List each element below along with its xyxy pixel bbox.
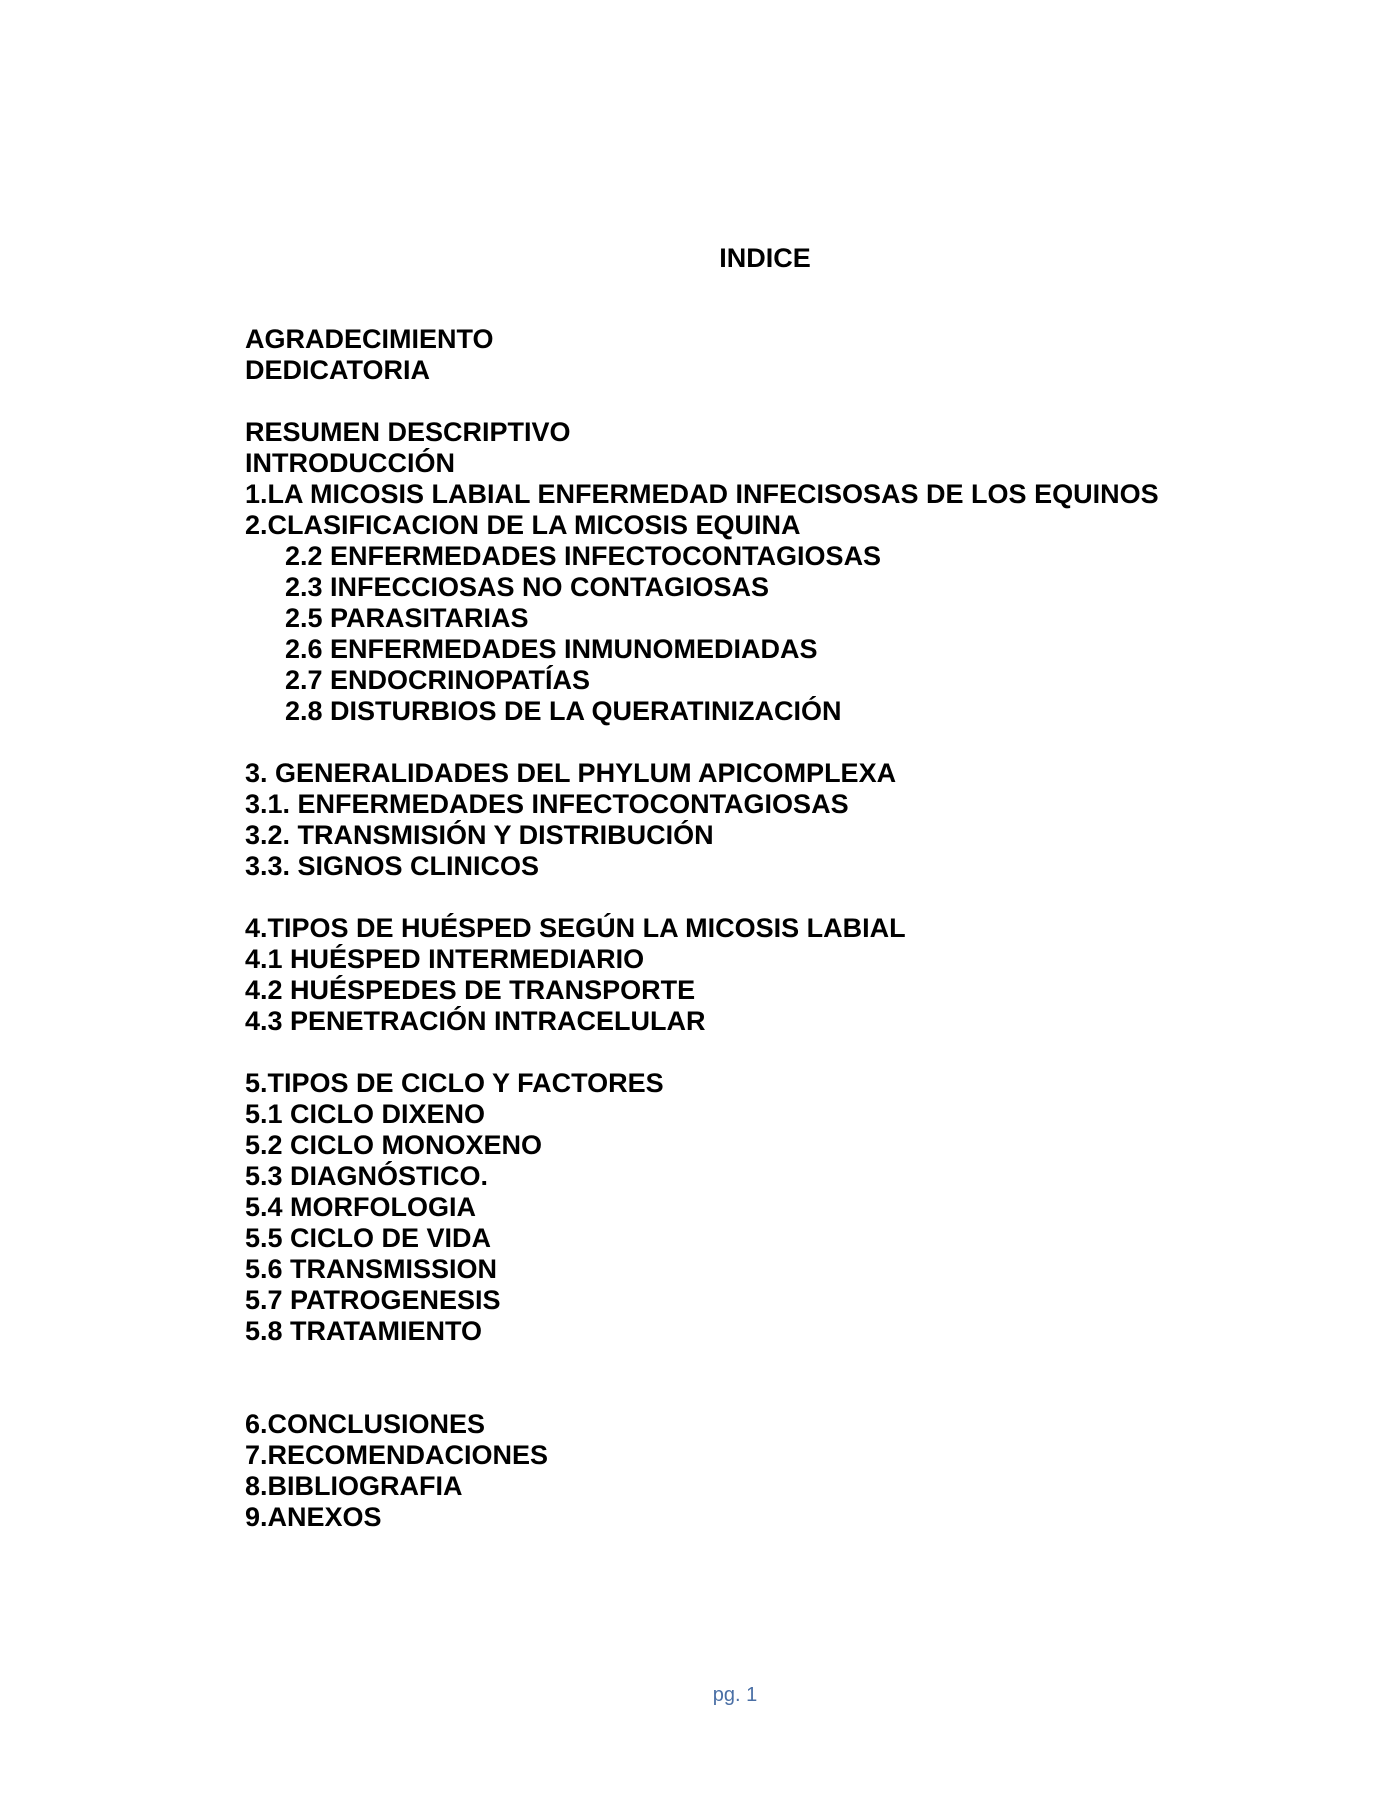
toc-entry-5-4: 5.4 MORFOLOGIA (245, 1192, 477, 1222)
table-of-contents (245, 324, 1245, 1564)
toc-entry-2-3: 2.3 INFECCIOSAS NO CONTAGIOSAS (285, 572, 770, 602)
toc-entry-3-2: 3.2. TRANSMISIÓN Y DISTRIBUCIÓN (245, 820, 714, 850)
toc-group-chapter-3 (245, 758, 1245, 882)
toc-entry-3-3: 3.3. SIGNOS CLINICOS (245, 851, 540, 881)
page-title: INDICE (719, 243, 811, 273)
toc-entry-5-6: 5.6 TRANSMISSION (245, 1254, 498, 1284)
toc-entry-chapter-2: 2.CLASIFICACION DE LA MICOSIS EQUINA (245, 510, 801, 540)
toc-entry-2-7: 2.7 ENDOCRINOPATÍAS (285, 665, 591, 695)
toc-entry-anexos: 9.ANEXOS (245, 1502, 382, 1532)
toc-entry-chapter-1: 1.LA MICOSIS LABIAL ENFERMEDAD INFECISOSAS DE LOS EQUINOS (245, 479, 1159, 509)
toc-entry-2-5: 2.5 PARASITARIAS (285, 603, 529, 633)
toc-entry-4-3: 4.3 PENETRACIÓN INTRACELULAR (245, 1006, 706, 1036)
toc-entry-5-1: 5.1 CICLO DIXENO (245, 1099, 486, 1129)
toc-entry-2-6: 2.6 ENFERMEDADES INMUNOMEDIADAS (285, 634, 818, 664)
toc-entry-chapter-5: 5.TIPOS DE CICLO Y FACTORES (245, 1068, 664, 1098)
toc-entry-dedicatoria: DEDICATORIA (245, 355, 431, 385)
toc-entry-3-1: 3.1. ENFERMEDADES INFECTOCONTAGIOSAS (245, 789, 849, 819)
toc-entry-agradecimiento: AGRADECIMIENTO (245, 324, 494, 354)
toc-entry-5-3: 5.3 DIAGNÓSTICO. (245, 1161, 489, 1191)
toc-group-back-matter (245, 1409, 1245, 1533)
toc-entry-chapter-3: 3. GENERALIDADES DEL PHYLUM APICOMPLEXA (245, 758, 897, 788)
toc-group-chapters-1-2 (245, 417, 1245, 727)
toc-entry-recomendaciones: 7.RECOMENDACIONES (245, 1440, 549, 1470)
toc-entry-conclusiones: 6.CONCLUSIONES (245, 1409, 486, 1439)
toc-entry-5-8: 5.8 TRATAMIENTO (245, 1316, 483, 1346)
toc-entry-2-8: 2.8 DISTURBIOS DE LA QUERATINIZACIÓN (285, 696, 842, 726)
toc-group-chapter-5 (245, 1068, 1245, 1347)
toc-entry-5-7: 5.7 PATROGENESIS (245, 1285, 501, 1315)
toc-entry-chapter-4: 4.TIPOS DE HUÉSPED SEGÚN LA MICOSIS LABIAL (245, 913, 906, 943)
toc-group-chapter-4 (245, 913, 1245, 1037)
toc-entry-introduccion: INTRODUCCIÓN (245, 448, 455, 478)
toc-entry-bibliografia: 8.BIBLIOGRAFIA (245, 1471, 463, 1501)
page-number: pg. 1 (712, 1684, 758, 1706)
toc-entry-resumen: RESUMEN DESCRIPTIVO (245, 417, 571, 447)
toc-group-front-matter (245, 324, 1245, 386)
toc-entry-5-2: 5.2 CICLO MONOXENO (245, 1130, 543, 1160)
toc-entry-5-5: 5.5 CICLO DE VIDA (245, 1223, 492, 1253)
toc-entry-4-1: 4.1 HUÉSPED INTERMEDIARIO (245, 944, 645, 974)
toc-entry-4-2: 4.2 HUÉSPEDES DE TRANSPORTE (245, 975, 696, 1005)
toc-entry-2-2: 2.2 ENFERMEDADES INFECTOCONTAGIOSAS (285, 541, 882, 571)
